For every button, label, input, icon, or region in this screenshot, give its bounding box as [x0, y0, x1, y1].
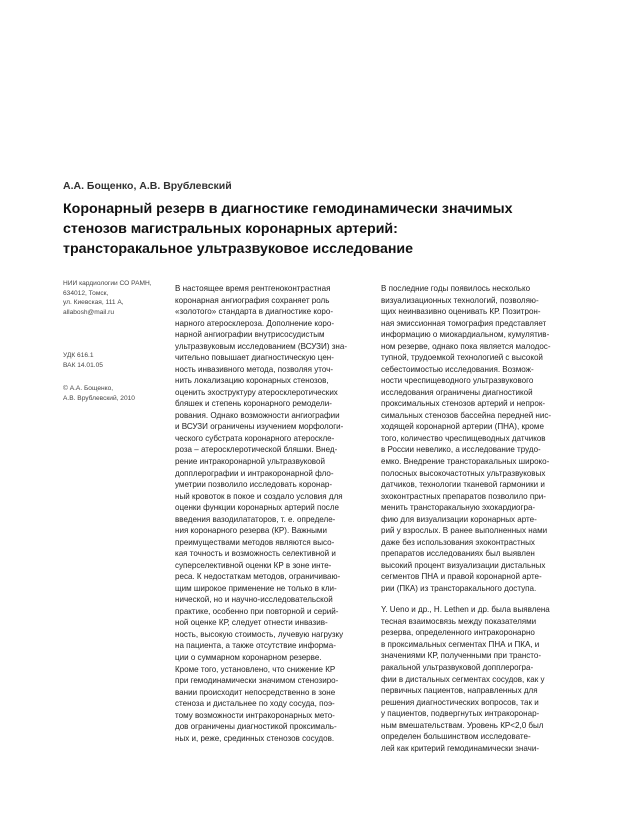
classification-codes	[63, 351, 173, 370]
text-line: значениями КР, полученными при трансто-	[381, 651, 542, 661]
text-line: допплерографии и интракоронарной фло-	[175, 468, 334, 478]
text-line: исследования ограничены диагностикой	[381, 387, 533, 397]
text-line: рий у взрослых. В ранее выполненных нами	[381, 526, 548, 536]
text-line: роза – атеросклеротической бляшки. Внед-	[175, 445, 338, 455]
text-line: симальных стенозов бассейна передней нис-	[381, 410, 552, 420]
affiliation-line: НИИ кардиологии СО РАМН,	[63, 280, 152, 287]
text-line: нической, но и научно-исследовательской	[175, 595, 333, 605]
text-line: щим широкое применение не только в кли-	[175, 583, 337, 593]
text-line: бляшек и степень коронарного ремодели-	[175, 399, 332, 409]
text-line: ходящей коронарной артерии (ПНА), кроме	[381, 422, 544, 432]
text-line: решения диагностических вопросов, так и	[381, 697, 539, 707]
authors: А.А. Бощенко, А.В. Врублевский	[63, 180, 232, 192]
text-line: того, количество чреспищеводных датчиков	[381, 433, 546, 443]
text-line: и ВСУЗИ ограничены изучением морфологи-	[175, 422, 344, 432]
text-line: стеноза и дистальнее по ходу сосуда, поэ-	[175, 699, 335, 709]
text-line: первичных пациентов, направленных для	[381, 686, 538, 696]
text-line: нарной ангиографии внутрисосудистым	[175, 330, 325, 340]
text-line: В настоящее время рентгеноконтрастная	[175, 284, 331, 293]
copyright	[63, 384, 173, 403]
text-line: нить локализацию коронарных стенозов,	[175, 376, 329, 386]
text-line: фии в дистальных сегментах сосудов, как у	[381, 674, 545, 684]
text-line: лей как критерий гемодинамически значи-	[381, 743, 540, 753]
text-line: определен большинством исследовате-	[381, 732, 531, 742]
article-title	[63, 199, 563, 259]
affiliation-email[interactable]: allabosh@mail.ru	[63, 308, 115, 316]
text-line: кая точность и возможность селективной и	[175, 549, 336, 559]
text-line: ракальной ультразвуковой допплерогра-	[381, 663, 534, 672]
text-line: резерва, определенного интракоронарно	[381, 628, 535, 638]
text-line: ный кровоток в покое и создало условия для	[175, 491, 343, 501]
text-line: рования. Однако возможности ангиографии	[175, 410, 340, 420]
text-line: нарного атеросклероза. Дополнение коро-	[175, 318, 335, 328]
text-line: ных и, реже, срединных стенозов сосудов.	[175, 733, 335, 743]
text-line: суперселективной оценки КР в зоне инте-	[175, 560, 332, 570]
text-line: «золотого» стандарта в диагностике коро-	[175, 307, 334, 317]
title-line: стенозов магистральных коронарных артерий:	[63, 221, 398, 237]
text-line: ная эмиссионная томография представляет	[381, 318, 547, 328]
text-line: ния коронарного резерва (КР). Важными	[175, 526, 327, 536]
text-line: визуализационных технологий, позволяю-	[381, 295, 539, 305]
text-line: коронарная ангиография сохраняет роль	[175, 295, 330, 305]
text-line: дов ограничены диагностикой проксималь-	[175, 722, 337, 732]
text-line: чительно повышает диагностическую цен-	[175, 353, 334, 363]
text-line: менить трансторакальную эхокардиогра-	[381, 503, 536, 513]
text-line: емко. Внедрение трансторакальных широко-	[381, 456, 550, 466]
text-line: оценить эхоструктуру атеросклеротических	[175, 387, 338, 397]
text-line: эхоконтрастных препаратов позволило при-	[381, 491, 546, 501]
text-line: ном резерве, однако пока является малодос-	[381, 341, 551, 351]
text-line: ности чреспищеводного ультразвукового	[381, 376, 534, 386]
text-line: введения вазодилататоров, т. е. определе-	[175, 514, 336, 524]
paragraph	[381, 604, 576, 754]
text-line: вании происходит непосредственно в зоне	[175, 687, 336, 697]
text-line: ность инвазивного метода, позволяя уточ-	[175, 364, 334, 374]
text-line: Кроме того, установлено, что снижение КР	[175, 664, 336, 674]
text-line: на пациента, а также отсутствие информа-	[175, 641, 336, 651]
text-line: щих неинвазивно оценивать КР. Позитрон-	[381, 307, 541, 317]
copyright-line: © А.А. Бощенко,	[63, 385, 114, 392]
text-line: тупной, трудоемкой технологией с высокой	[381, 353, 543, 363]
text-line: рение интракоронарной ультразвуковой	[175, 456, 325, 466]
text-line: датчиков, технологии тканевой гармоники и	[381, 480, 545, 490]
text-line: в России невелико, а исследование трудо-	[381, 445, 541, 455]
paragraph-gap	[381, 594, 576, 604]
text-line: высокий процент визуализации дистальных	[381, 560, 546, 570]
body-column-2	[381, 283, 576, 754]
affiliation-line: 634012, Томск,	[63, 289, 109, 297]
affiliation-line: ул. Киевская, 111 А,	[63, 299, 124, 307]
text-line: оценки функции коронарных артерий после	[175, 503, 340, 513]
body-column-1	[175, 283, 370, 744]
title-line: Коронарный резерв в диагностике гемодинамически значимых	[63, 201, 513, 217]
text-line: препаратов исследованиях был выявлен	[381, 549, 535, 559]
text-line: В последние годы появилось несколько	[381, 284, 531, 293]
text-line: ультразвуковым исследованием (ВСУЗИ) зна-	[175, 341, 348, 351]
text-line: рии (ПКА) из трансторакального доступа.	[381, 583, 537, 593]
text-line: в проксимальных сегментах ПНА и ПКА, и	[381, 639, 540, 649]
text-line: при гемодинамически значимом стенозиро-	[175, 676, 339, 686]
vak-code: ВАК 14.01.05	[63, 361, 103, 369]
text-line: ной оценке КР, следует отнести инвазив-	[175, 618, 328, 628]
affiliation	[63, 279, 173, 317]
text-line: реса. К недостаткам методов, ограничиваю-	[175, 572, 341, 582]
text-line: ным вмешательствам. Уровень КР<2,0 был	[381, 720, 544, 730]
text-line: тому возможности интракоронарных мето-	[175, 710, 335, 720]
text-line: ческого субстрата коронарного атероскле-	[175, 433, 335, 443]
text-line: информацию о миокардиальном, кумулятив-	[381, 330, 550, 340]
text-line: Y. Ueno и др., H. Lethen и др. была выявлена	[381, 605, 550, 615]
text-line: сегментов ПНА и правой коронарной арте-	[381, 572, 542, 582]
text-line: тесная взаимосвязь между показателями	[381, 616, 537, 626]
text-line: даже без использования эхоконтрастных	[381, 537, 535, 547]
title-line: трансторакальное ультразвуковое исследование	[63, 241, 414, 257]
text-line: преимуществами методов являются высо-	[175, 537, 335, 547]
text-line: практике, особенно при повторной и серий-	[175, 606, 339, 616]
text-line: фию для визуализации коронарных арте-	[381, 514, 537, 524]
text-line: ность, высокую стоимость, лучевую нагрузку	[175, 629, 344, 639]
text-line: у пациентов, подвергнутых интракоронар-	[381, 709, 540, 719]
text-line: ции о суммарном коронарном резерве.	[175, 653, 322, 662]
udc-code: УДК 616.1	[63, 352, 94, 359]
text-line: уметрии позволило исследовать коронар-	[175, 480, 333, 490]
text-line: проксимальных стенозов артерий и непрок-	[381, 399, 546, 409]
paragraph	[381, 283, 576, 594]
text-line: себестоимостью исследования. Возмож-	[381, 364, 534, 374]
copyright-line: А.В. Врублевский, 2010	[63, 394, 135, 402]
text-line: полосных высокочастотных ультразвуковых	[381, 468, 546, 478]
